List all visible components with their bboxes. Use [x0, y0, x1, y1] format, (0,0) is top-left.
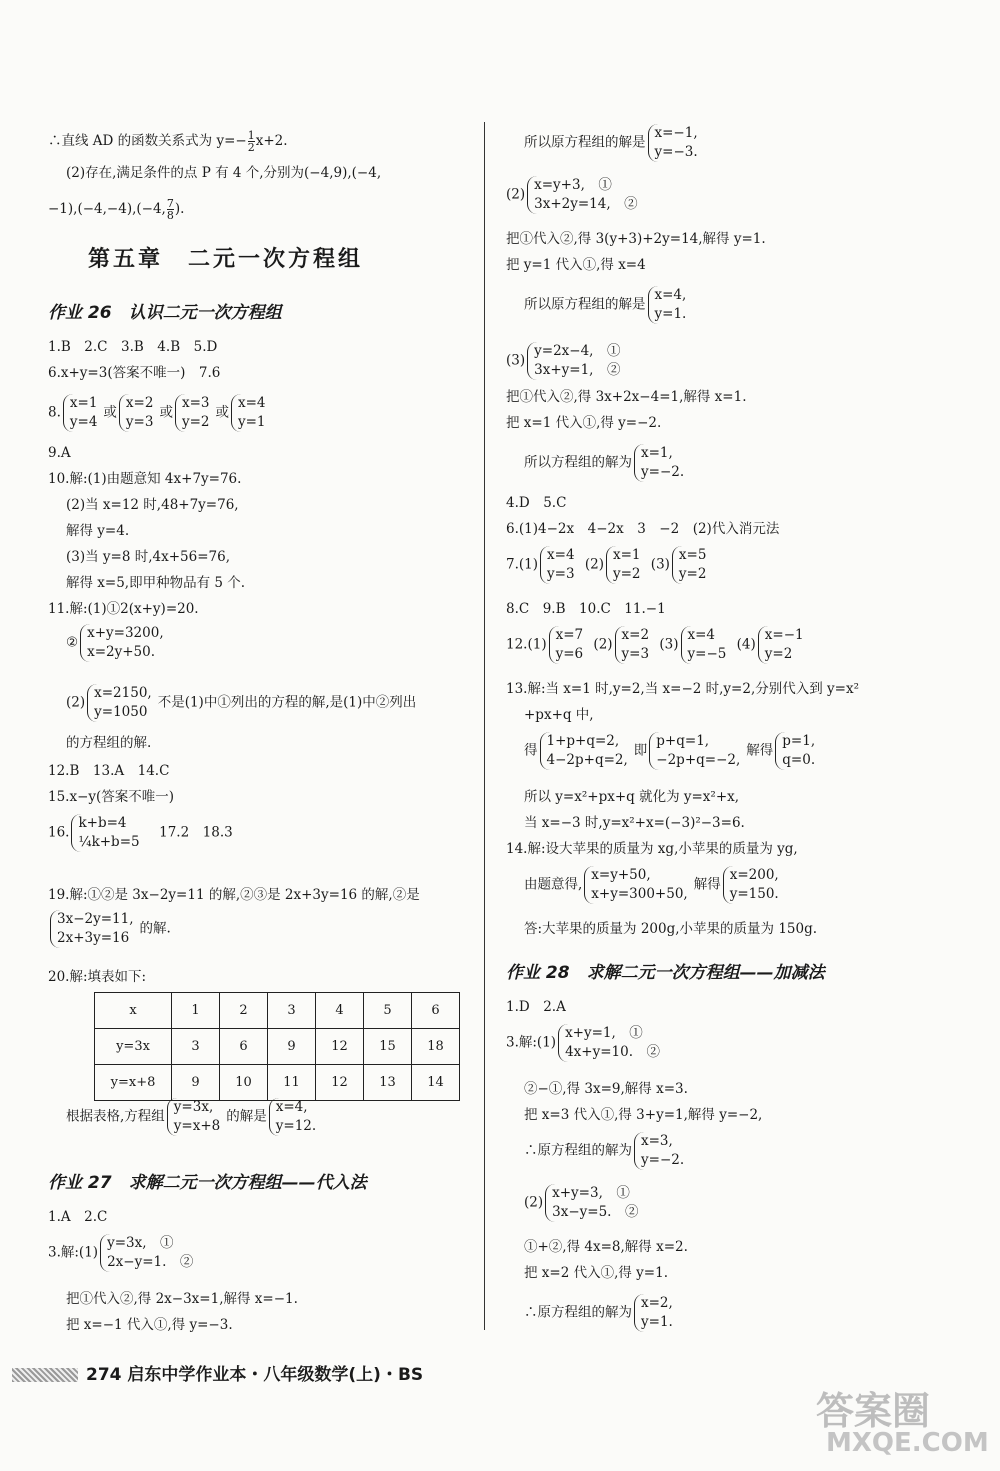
equation-system: x+y=3, ① 3x−y=5. ② — [545, 1184, 642, 1222]
section-heading-27: 作业 27 求解二元一次方程组——代入法 — [48, 1173, 367, 1193]
equation-system: x=−1 y=2 — [758, 626, 808, 664]
table-row: y=x+8 9 10 11 12 13 14 — [95, 1065, 460, 1101]
answer-line: 3.解:(1) x+y=1, ① 4x+y=10. ② — [506, 1024, 666, 1062]
equation-system: x=3 y=2 — [175, 394, 214, 432]
equation-system: p=1, q=0. — [775, 732, 819, 770]
answer-line: (3)当 y=8 时,4x+56=76, — [66, 549, 230, 565]
answer-line: 3x−2y=11, 2x+3y=16 的解. — [48, 910, 171, 948]
answer-line: ② x+y=3200, x=2y+50. — [48, 624, 170, 662]
answer-line: 所以方程组的解为 x=1, y=−2. — [506, 444, 690, 482]
equation-system: x+y=1, ① 4x+y=10. ② — [558, 1024, 664, 1062]
answer-line: (3) y=2x−4, ① 3x+y=1, ② — [506, 342, 626, 380]
answer-line: 把①代入②,得 2x−3x=1,解得 x=−1. — [66, 1291, 298, 1307]
answer-line: 10.解:(1)由题意知 4x+7y=76. — [48, 471, 242, 487]
section-heading-28: 作业 28 求解二元一次方程组——加减法 — [506, 963, 825, 983]
answer-line: 13.解:当 x=1 时,y=2,当 x=−2 时,y=2,分别代入到 y=x² — [506, 681, 859, 697]
fraction: $\frac{1}{2}$ — [247, 129, 255, 154]
watermark-url: MXQE.COM — [826, 1428, 989, 1458]
equation-system: x=2 y=3 — [615, 626, 654, 664]
column-divider — [484, 122, 485, 1330]
answer-line: 7.(1) x=4 y=3 (2) x=1 y=2 (3) x=5 y=2 — [506, 546, 712, 584]
answer-line: 1.A 2.C — [48, 1209, 108, 1225]
equation-system: x=y+50, x+y=300+50, — [584, 866, 691, 904]
equation-system: x=4, y=12. — [269, 1098, 320, 1136]
answer-line: 1.D 2.A — [506, 999, 566, 1015]
answer-line: 8.C 9.B 10.C 11.−1 — [506, 601, 666, 617]
answer-line: (2)存在,满足条件的点 P 有 4 个,分别为(−4,9),(−4, — [66, 165, 382, 181]
decorative-pattern — [12, 1368, 78, 1382]
answer-line: 把 x=−1 代入①,得 y=−3. — [66, 1317, 233, 1333]
answer-line: 所以原方程组的解是 x=4, y=1. — [506, 286, 692, 324]
equation-system: x=7 y=6 — [549, 626, 588, 664]
answer-line: 12.B 13.A 14.C — [48, 763, 170, 779]
answer-line: 14.解:设大苹果的质量为 xg,小苹果的质量为 yg, — [506, 841, 798, 857]
equation-system: x=1 y=4 — [63, 394, 102, 432]
answer-line: 得 1+p+q=2, 4−2p+q=2, 即 p+q=1, −2p+q=−2, 解得 p=1, q=0. — [506, 732, 821, 770]
answer-line: 19.解:①②是 3x−2y=11 的解,②③是 2x+3y=16 的解,②是 — [48, 887, 420, 903]
equation-system: k+b=4 ¼k+b=5 — [71, 814, 143, 852]
equation-system: y=3x, y=x+8 — [167, 1098, 224, 1136]
answer-line: 当 x=−3 时,y=x²+x=(−3)²−3=6. — [524, 815, 745, 831]
answer-line: ②−①,得 3x=9,解得 x=3. — [524, 1081, 688, 1097]
equation-system: x=4 y=1 — [231, 394, 270, 432]
answer-line: +px+q 中, — [524, 707, 594, 723]
answer-line: 6.(1)4−2x 4−2x 3 −2 (2)代入消元法 — [506, 521, 780, 537]
answer-line: (2) x+y=3, ① 3x−y=5. ② — [506, 1184, 644, 1222]
answer-line: 15.x−y(答案不唯一) — [48, 789, 175, 805]
chapter-title: 第五章 二元一次方程组 — [88, 247, 364, 272]
equation-system: x=5 y=2 — [672, 546, 711, 584]
answer-line: 的方程组的解. — [66, 735, 152, 751]
answer-line: 8. x=1 y=4 或 x=2 y=3 或 x=3 y=2 或 x=4 y=1 — [48, 394, 272, 432]
equation-system: x=2 y=3 — [119, 394, 158, 432]
page-footer: 274 启东中学作业本・八年级数学(上)・BS — [12, 1360, 423, 1385]
answer-line: −1),(−4,−4),(−4, $\frac{7}{8}$ ). — [48, 197, 185, 222]
answer-line: ∴原方程组的解为 x=3, y=−2. — [506, 1132, 690, 1170]
answer-line: 1.B 2.C 3.B 4.B 5.D — [48, 339, 218, 355]
answer-line: 把①代入②,得 3x+2x−4=1,解得 x=1. — [506, 389, 747, 405]
answer-line: (2)当 x=12 时,48+7y=76, — [66, 497, 239, 513]
answer-line: ①+②,得 4x=8,解得 x=2. — [524, 1239, 688, 1255]
answer-line: 解得 x=5,即甲种物品有 5 个. — [66, 575, 246, 591]
answer-line: 3.解:(1) y=3x, ① 2x−y=1. ② — [48, 1234, 199, 1272]
answer-line: 把①代入②,得 3(y+3)+2y=14,解得 y=1. — [506, 231, 766, 247]
answer-line: 20.解:填表如下: — [48, 969, 147, 985]
fraction: $\frac{7}{8}$ — [166, 197, 174, 222]
watermark-logo: 答案圈 — [816, 1389, 931, 1433]
answer-line: 把 y=1 代入①,得 x=4 — [506, 257, 646, 273]
answer-line: 把 x=1 代入①,得 y=−2. — [506, 415, 662, 431]
equation-system: x=−1, y=−3. — [648, 124, 702, 162]
table-row: y=3x 3 6 9 12 15 18 — [95, 1029, 460, 1065]
equation-system: x=2150, y=1050 — [87, 684, 156, 722]
answer-line: 12.(1) x=7 y=6 (2) x=2 y=3 (3) x=4 y=−5 (4) x=−1 y=2 — [506, 626, 810, 664]
answer-line: 所以 y=x²+px+q 就化为 y=x²+x, — [524, 789, 740, 805]
equation-system: x=1, y=−2. — [634, 444, 688, 482]
answer-line: 答:大苹果的质量为 200g,小苹果的质量为 150g. — [524, 921, 818, 937]
equation-system: p+q=1, −2p+q=−2, — [649, 732, 744, 770]
equation-system: 1+p+q=2, 4−2p+q=2, — [540, 732, 632, 770]
section-heading-26: 作业 26 认识二元一次方程组 — [48, 303, 282, 323]
equation-system: y=3x, ① 2x−y=1. ② — [100, 1234, 197, 1272]
fill-table — [94, 992, 460, 1101]
answer-line: 9.A — [48, 445, 71, 461]
equation-system: x=4 y=−5 — [681, 626, 731, 664]
answer-line: 解得 y=4. — [66, 523, 130, 539]
answer-line: 16. k+b=4 ¼k+b=5 17.2 18.3 — [48, 815, 233, 850]
answer-line: ∴直线 AD 的函数关系式为 y=− $\frac{1}{2}$ x+2. — [48, 129, 288, 154]
answer-line: 11.解:(1)①2(x+y)=20. — [48, 601, 199, 617]
answer-line: 6.x+y=3(答案不唯一) 7.6 — [48, 365, 221, 381]
answer-line: 根据表格,方程组 y=3x, y=x+8 的解是 x=4, y=12. — [48, 1098, 322, 1136]
equation-system: x+y=3200, x=2y+50. — [80, 624, 168, 662]
equation-system: x=3, y=−2. — [634, 1132, 688, 1170]
equation-system: x=4, y=1. — [648, 286, 691, 324]
table-row: x 1 2 3 4 5 6 — [95, 993, 460, 1029]
answer-line: 4.D 5.C — [506, 495, 567, 511]
equation-system: y=2x−4, ① 3x+y=1, ② — [527, 342, 624, 380]
answer-line: (2) x=y+3, ① 3x+2y=14, ② — [506, 176, 644, 214]
answer-line: 把 x=3 代入①,得 3+y=1,解得 y=−2, — [524, 1107, 763, 1123]
equation-system: x=1 y=2 — [606, 546, 645, 584]
answer-line: (2) x=2150, y=1050 不是(1)中①列出的方程的解,是(1)中②列出 — [66, 685, 417, 720]
answer-line: ∴原方程组的解为 x=2, y=1. — [506, 1294, 679, 1332]
equation-system: x=y+3, ① 3x+2y=14, ② — [527, 176, 642, 214]
equation-system: x=4 y=3 — [540, 546, 579, 584]
equation-system: x=2, y=1. — [634, 1294, 677, 1332]
answer-line: 由题意得, x=y+50, x+y=300+50, 解得 x=200, y=150. — [506, 866, 785, 904]
equation-system: 3x−2y=11, 2x+3y=16 — [50, 910, 138, 948]
equation-system: x=200, y=150. — [723, 866, 783, 904]
answer-line: 所以原方程组的解是 x=−1, y=−3. — [506, 124, 704, 162]
answer-line: 把 x=2 代入①,得 y=1. — [524, 1265, 668, 1281]
